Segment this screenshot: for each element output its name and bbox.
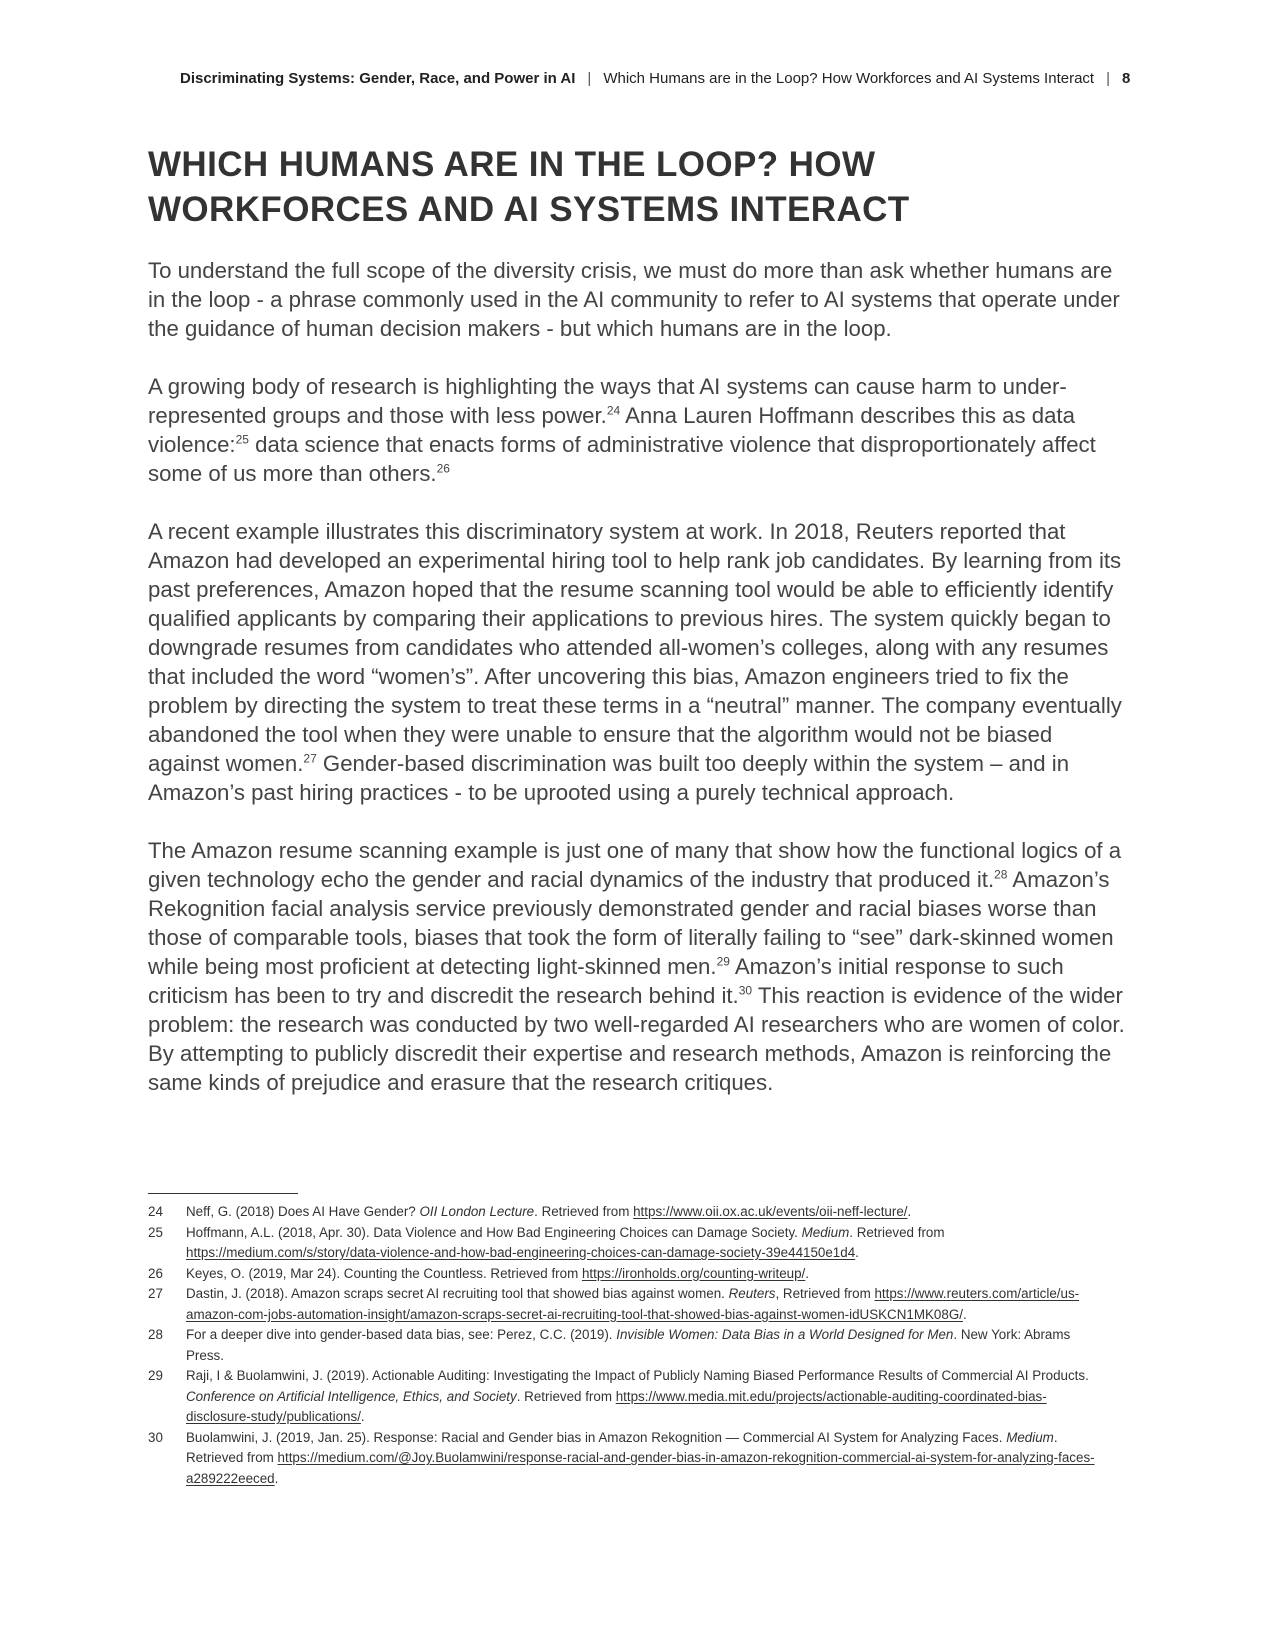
footnote-ref[interactable]: 29 — [716, 954, 730, 969]
section-title: Which Humans are in the Loop? How Workforces and AI Systems Interact — [603, 70, 1095, 87]
paragraph-1: To understand the full scope of the diversity crisis, we must do more than ask whether humans are in the loop - a phrase commonly used in the AI community to refer to AI systems that operate under the guidance of human decision makers - but which humans are in the loop. — [148, 258, 1120, 341]
footnote-ref[interactable]: 24 — [606, 403, 621, 418]
footnote-item: 27 Dastin, J. (2018). Amazon scraps secret AI recruiting tool that showed bias against women. Reuters, Retrieved from https://www.reuters.com/article/us-amazon-com-jobs-automation-insight/amazon-scraps-secret-ai-recruiting-tool-that-showed-bias-against-women-idUSKCN1MK08G/. — [148, 1284, 1108, 1325]
footnote-link[interactable]: https://medium.com/@Joy.Buolamwini/response-racial-and-gender-bias-in-amazon-rekognition-commercial-ai-system-for-analyzing-faces-a289222eeced — [186, 1450, 1095, 1486]
footnote-divider — [148, 1193, 298, 1194]
footnote-ref[interactable]: 30 — [738, 983, 753, 998]
footnote-link[interactable]: https://www.oii.ox.ac.uk/events/oii-neff-lecture/ — [633, 1204, 908, 1219]
footnote-item: 25 Hoffmann, A.L. (2018, Apr. 30). Data Violence and How Bad Engineering Choices can Damage Society. Medium. Retrieved from https://medium.com/s/story/data-violence-and-how-bad-engineering-choices-can-damage-society-39e44150e1d4. — [148, 1223, 1108, 1264]
footnote-item: 28 For a deeper dive into gender-based data bias, see: Perez, C.C. (2019). Invisible Women: Data Bias in a World Designed for Men. New York: Abrams Press. — [148, 1325, 1108, 1366]
page-title — [148, 142, 1148, 232]
footnote-link[interactable]: https://www.reuters.com/article/us-amazon-com-jobs-automation-insight/amazon-scraps-secret-ai-recruiting-tool-that-showed-bias-against-women-idUSKCN1MK08G/ — [186, 1286, 1080, 1322]
footnote-number: 26 — [148, 1265, 163, 1281]
footnote-number: 27 — [148, 1286, 163, 1301]
footnote-ref[interactable]: 26 — [436, 461, 450, 476]
page-title-line-2: WORKFORCES AND AI SYSTEMS INTERACT — [148, 190, 910, 229]
footnote-item: 30 Buolamwini, J. (2019, Jan. 25). Response: Racial and Gender bias in Amazon Rekognition — Commercial AI System for Analyzing Faces. Medium. Retrieved from https://medium.com/@Joy.Buolamwini/response-racial-and-gender-bias-in-amazon-rekognition-commercial-ai-system-for-analyzing-faces-a289222eeced. — [148, 1428, 1108, 1490]
page-title-line-1: WHICH HUMANS ARE IN THE LOOP? HOW — [148, 145, 876, 184]
footnote-item: 29 Raji, I & Buolamwini, J. (2019). Actionable Auditing: Investigating the Impact of Publicly Naming Biased Performance Results of Commercial AI Products. Conference on Artificial Intelligence, Ethics, and Society. Retrieved from https://www.media.mit.edu/projects/actionable-auditing-coordinated-bias-disclosure-study/publications/. — [148, 1366, 1108, 1428]
footnotes — [148, 1202, 1108, 1489]
body-text — [148, 256, 1128, 1097]
footnote-number: 25 — [148, 1224, 163, 1240]
footnote-link[interactable]: https://ironholds.org/counting-writeup/ — [581, 1265, 806, 1281]
footnote-ref[interactable]: 27 — [303, 751, 317, 766]
footnote-ref[interactable]: 25 — [235, 432, 249, 447]
paragraph-2: A growing body of research is highlighting the ways that AI systems can cause harm to under-represented groups and those with less power.$^{24}$ Anna Lauren Hoffmann describes this as data violence:$^{25}$ data science that enacts forms of administrative violence that disproportionately affect some of us more than others.$^{26}$ — [148, 374, 1096, 486]
footnote-item: 24 Neff, G. (2018) Does AI Have Gender? OII London Lecture. Retrieved from https://www.oii.ox.ac.uk/events/oii-neff-lecture/. — [148, 1202, 1108, 1223]
footnote-item: 26 Keyes, O. (2019, Mar 24). Counting the Countless. Retrieved from https://ironholds.org/counting-writeup/. — [148, 1264, 1108, 1285]
paragraph-3: A recent example illustrates this discriminatory system at work. In 2018, Reuters reported that Amazon had developed an experimental hiring tool to help rank job candidates. By learning from its past preferences, Amazon hoped that the resume scanning tool would be able to efficiently identify qualified applicants by comparing their applications to previous hires. The system quickly began to downgrade resumes from candidates who attended all-women’s colleges, along with any resumes that included the word “women’s”. After uncovering this bias, Amazon engineers tried to fix the problem by directing the system to treat these terms in a “neutral” manner. The company eventually abandoned the tool when they were unable to ensure that the algorithm would not be biased against women.$^{27}$ Gender-based discrimination was built too deeply within the system – and in Amazon’s past hiring practices - to be uprooted using a purely technical approach. — [148, 519, 1122, 805]
footnote-number: 29 — [148, 1368, 163, 1383]
header-separator: | — [1106, 70, 1110, 87]
page-number: 8 — [1122, 70, 1131, 87]
header-separator: | — [587, 70, 592, 87]
footnote-number: 24 — [148, 1204, 163, 1219]
footnote-number: 28 — [148, 1327, 163, 1342]
footnote-ref[interactable]: 28 — [994, 867, 1008, 882]
footnote-link[interactable]: https://medium.com/s/story/data-violence-and-how-bad-engineering-choices-can-damage-society-39e44150e1d4 — [186, 1245, 856, 1260]
footnote-link[interactable]: https://www.media.mit.edu/projects/actionable-auditing-coordinated-bias-disclosure-study/publications/ — [186, 1388, 1047, 1424]
footnote-number: 30 — [148, 1429, 163, 1445]
document-title: Discriminating Systems: Gender, Race, and Power in AI — [180, 70, 576, 87]
running-header — [180, 70, 1200, 87]
paragraph-4: The Amazon resume scanning example is just one of many that show how the functional logics of a given technology echo the gender and racial dynamics of the industry that produced it.$^{28}$ Amazon’s Rekognition facial analysis service previously demonstrated gender and racial biases worse than those of comparable tools, biases that took the form of literally failing to “see” dark-skinned women while being most proficient at detecting light-skinned men.$^{29}$ Amazon’s initial response to such criticism has been to try and discredit the research behind it.$^{30}$ This reaction is evidence of the wider problem: the research was conducted by two well-regarded AI researchers who are women of color. By attempting to publicly discredit their expertise and research methods, Amazon is reinforcing the same kinds of prejudice and erasure that the research critiques. — [148, 838, 1125, 1095]
